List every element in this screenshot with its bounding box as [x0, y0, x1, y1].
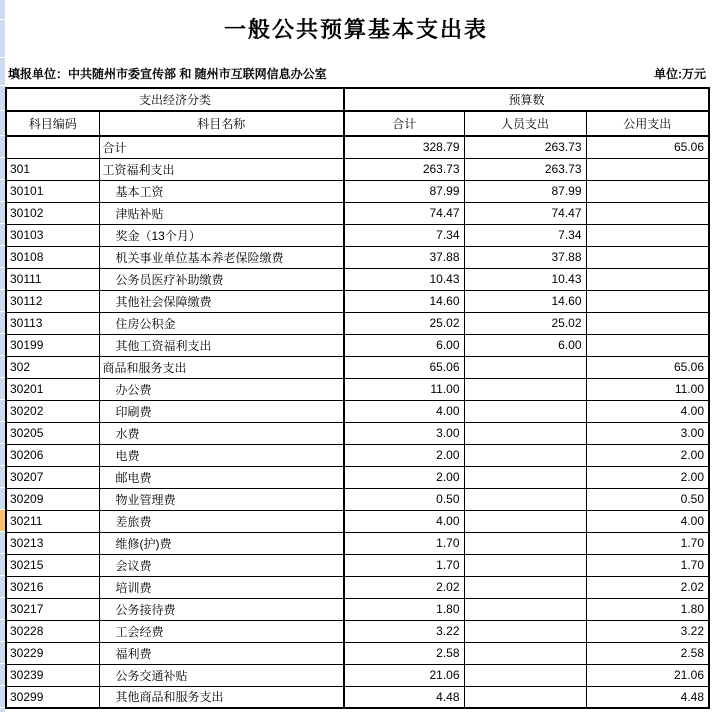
cell-personnel: 74.47 — [464, 202, 586, 224]
table-row — [6, 620, 709, 642]
cell-personnel: 6.00 — [464, 334, 586, 356]
table-row — [6, 466, 709, 488]
header-public: 公用支出 — [586, 111, 709, 136]
header-total: 合计 — [344, 111, 464, 136]
cell-subject-code: 30111 — [6, 268, 99, 290]
cell-total: 25.02 — [344, 312, 464, 334]
cell-total: 3.22 — [344, 620, 464, 642]
cell-public: 65.06 — [586, 356, 709, 378]
cell-subject-code: 30201 — [6, 378, 99, 400]
cell-subject-name: 公务交通补贴 — [99, 664, 344, 686]
cell-subject-name: 公务员医疗补助缴费 — [99, 268, 344, 290]
cell-subject-name: 机关事业单位基本养老保险缴费 — [99, 246, 344, 268]
cell-total: 1.70 — [344, 554, 464, 576]
header-expenditure-classification: 支出经济分类 — [6, 88, 344, 111]
cell-public: 2.58 — [586, 642, 709, 664]
cell-total: 2.02 — [344, 576, 464, 598]
cell-subject-name: 维修(护)费 — [99, 532, 344, 554]
cell-personnel — [464, 664, 586, 686]
page-title: 一般公共预算基本支出表 — [223, 17, 488, 42]
cell-personnel — [464, 444, 586, 466]
cell-personnel: 7.34 — [464, 224, 586, 246]
cell-subject-name: 水费 — [99, 422, 344, 444]
cell-public: 11.00 — [586, 378, 709, 400]
cell-subject-code — [6, 136, 99, 158]
cell-subject-code: 30209 — [6, 488, 99, 510]
cell-personnel: 37.88 — [464, 246, 586, 268]
cell-subject-name: 福利费 — [99, 642, 344, 664]
cell-personnel: 10.43 — [464, 268, 586, 290]
cell-subject-code: 30229 — [6, 642, 99, 664]
cell-subject-code: 30113 — [6, 312, 99, 334]
cell-public — [586, 312, 709, 334]
cell-subject-code: 30299 — [6, 686, 99, 708]
cell-subject-name: 物业管理费 — [99, 488, 344, 510]
header-budget-figures: 预算数 — [344, 88, 709, 111]
header-personnel: 人员支出 — [464, 111, 586, 136]
cell-subject-name: 住房公积金 — [99, 312, 344, 334]
cell-personnel — [464, 620, 586, 642]
table-row — [6, 664, 709, 686]
cell-public: 3.22 — [586, 620, 709, 642]
cell-subject-code: 30207 — [6, 466, 99, 488]
table-row — [6, 202, 709, 224]
cell-total: 263.73 — [344, 158, 464, 180]
cell-subject-code: 30206 — [6, 444, 99, 466]
table-row — [6, 356, 709, 378]
table-row — [6, 642, 709, 664]
cell-total: 2.00 — [344, 444, 464, 466]
cell-total: 65.06 — [344, 356, 464, 378]
cell-public: 65.06 — [586, 136, 709, 158]
table-row — [6, 532, 709, 554]
cell-public: 1.70 — [586, 554, 709, 576]
cell-public — [586, 202, 709, 224]
cell-subject-code: 30217 — [6, 598, 99, 620]
cell-subject-name: 培训费 — [99, 576, 344, 598]
cell-subject-code: 30199 — [6, 334, 99, 356]
cell-subject-name: 其他工资福利支出 — [99, 334, 344, 356]
cell-personnel — [464, 642, 586, 664]
table-row — [6, 554, 709, 576]
cell-subject-code: 30108 — [6, 246, 99, 268]
cell-subject-name: 差旅费 — [99, 510, 344, 532]
cell-personnel — [464, 488, 586, 510]
cell-total: 2.00 — [344, 466, 464, 488]
cell-personnel: 25.02 — [464, 312, 586, 334]
cell-personnel — [464, 466, 586, 488]
cell-subject-code: 30205 — [6, 422, 99, 444]
cell-public — [586, 246, 709, 268]
cell-subject-code: 30239 — [6, 664, 99, 686]
cell-subject-code: 30202 — [6, 400, 99, 422]
table-row — [6, 224, 709, 246]
cell-subject-name: 印刷费 — [99, 400, 344, 422]
table-row — [6, 576, 709, 598]
cell-subject-name: 工会经费 — [99, 620, 344, 642]
cell-subject-code: 301 — [6, 158, 99, 180]
table-row — [6, 686, 709, 708]
cell-personnel — [464, 422, 586, 444]
table-row — [6, 290, 709, 312]
cell-total: 74.47 — [344, 202, 464, 224]
cell-subject-name: 其他社会保障缴费 — [99, 290, 344, 312]
cell-public: 0.50 — [586, 488, 709, 510]
table-row — [6, 268, 709, 290]
cell-total: 87.99 — [344, 180, 464, 202]
cell-public: 2.00 — [586, 466, 709, 488]
cell-total: 37.88 — [344, 246, 464, 268]
table-row — [6, 488, 709, 510]
table-row — [6, 510, 709, 532]
cell-total: 1.70 — [344, 532, 464, 554]
cell-subject-name: 基本工资 — [99, 180, 344, 202]
cell-public — [586, 224, 709, 246]
cell-personnel — [464, 356, 586, 378]
cell-personnel: 14.60 — [464, 290, 586, 312]
cell-total: 14.60 — [344, 290, 464, 312]
cell-total: 7.34 — [344, 224, 464, 246]
table-row — [6, 400, 709, 422]
table-row — [6, 158, 709, 180]
cell-personnel — [464, 400, 586, 422]
table-row — [6, 136, 709, 158]
budget-table — [5, 87, 710, 709]
header-subject-name: 科目名称 — [99, 111, 344, 136]
cell-subject-name: 办公费 — [99, 378, 344, 400]
cell-total: 4.48 — [344, 686, 464, 708]
cell-total: 11.00 — [344, 378, 464, 400]
cell-public — [586, 180, 709, 202]
cell-subject-code: 30216 — [6, 576, 99, 598]
cell-subject-code: 30103 — [6, 224, 99, 246]
cell-public: 4.00 — [586, 400, 709, 422]
cell-public: 2.02 — [586, 576, 709, 598]
cell-public: 1.70 — [586, 532, 709, 554]
cell-subject-code: 30101 — [6, 180, 99, 202]
cell-subject-name: 工资福利支出 — [99, 158, 344, 180]
unit-label: 单位:万元 — [654, 66, 706, 81]
cell-personnel — [464, 686, 586, 708]
cell-public — [586, 158, 709, 180]
cell-subject-code: 30213 — [6, 532, 99, 554]
cell-total: 4.00 — [344, 510, 464, 532]
header-subject-code: 科目编码 — [6, 111, 99, 136]
cell-personnel: 87.99 — [464, 180, 586, 202]
cell-subject-name: 邮电费 — [99, 466, 344, 488]
cell-subject-name: 津贴补贴 — [99, 202, 344, 224]
cell-subject-name: 奖金（13个月） — [99, 224, 344, 246]
cell-personnel: 263.73 — [464, 136, 586, 158]
cell-personnel — [464, 576, 586, 598]
cell-personnel — [464, 598, 586, 620]
cell-public — [586, 334, 709, 356]
table-row — [6, 334, 709, 356]
cell-subject-name: 商品和服务支出 — [99, 356, 344, 378]
cell-total: 1.80 — [344, 598, 464, 620]
cell-subject-name: 会议费 — [99, 554, 344, 576]
table-row — [6, 378, 709, 400]
cell-public: 4.00 — [586, 510, 709, 532]
table-row — [6, 180, 709, 202]
table-row — [6, 422, 709, 444]
table-row — [6, 312, 709, 334]
meta-bar — [8, 63, 706, 83]
cell-total: 21.06 — [344, 664, 464, 686]
cell-total: 4.00 — [344, 400, 464, 422]
cell-total: 3.00 — [344, 422, 464, 444]
table-row — [6, 444, 709, 466]
cell-total: 328.79 — [344, 136, 464, 158]
cell-subject-name: 公务接待费 — [99, 598, 344, 620]
group-header-row — [6, 88, 709, 111]
reporting-unit-label: 填报单位：中共随州市委宣传部 和 随州市互联网信息办公室 — [8, 66, 327, 81]
cell-subject-name: 其他商品和服务支出 — [99, 686, 344, 708]
cell-total: 6.00 — [344, 334, 464, 356]
cell-subject-code: 30102 — [6, 202, 99, 224]
column-header-row — [6, 111, 709, 136]
table-row — [6, 246, 709, 268]
cell-subject-code: 30228 — [6, 620, 99, 642]
table-body — [6, 136, 709, 708]
cell-subject-code: 302 — [6, 356, 99, 378]
cell-public: 4.48 — [586, 686, 709, 708]
cell-public — [586, 268, 709, 290]
cell-subject-name: 合计 — [99, 136, 344, 158]
cell-public — [586, 290, 709, 312]
cell-public: 3.00 — [586, 422, 709, 444]
cell-subject-code: 30112 — [6, 290, 99, 312]
cell-personnel — [464, 378, 586, 400]
cell-total: 10.43 — [344, 268, 464, 290]
cell-subject-code: 30215 — [6, 554, 99, 576]
cell-personnel: 263.73 — [464, 158, 586, 180]
cell-personnel — [464, 510, 586, 532]
cell-subject-name: 电费 — [99, 444, 344, 466]
table-row — [6, 598, 709, 620]
cell-public: 21.06 — [586, 664, 709, 686]
cell-public: 2.00 — [586, 444, 709, 466]
cell-personnel — [464, 532, 586, 554]
cell-total: 2.58 — [344, 642, 464, 664]
cell-public: 1.80 — [586, 598, 709, 620]
cell-total: 0.50 — [344, 488, 464, 510]
cell-subject-code: 30211 — [6, 510, 99, 532]
cell-personnel — [464, 554, 586, 576]
